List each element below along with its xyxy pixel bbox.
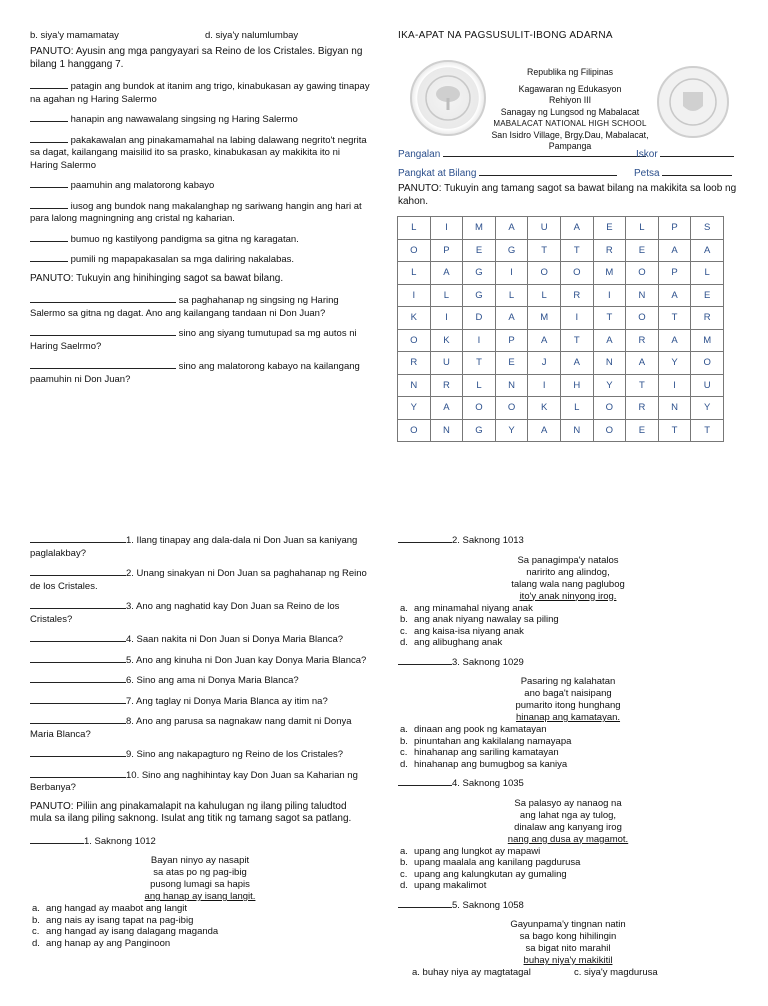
grid-cell[interactable]: T — [593, 307, 626, 330]
grid-row — [398, 329, 724, 352]
grid-cell[interactable]: T — [560, 329, 593, 352]
underlined-line: nang ang dusa ay magamot. — [507, 833, 629, 845]
answer-blank[interactable] — [398, 655, 452, 665]
score-input[interactable] — [660, 147, 734, 157]
grid-cell[interactable]: A — [560, 352, 593, 375]
question-item: 7. Ang taglay ni Donya Maria Blanca ay itim na? — [30, 694, 370, 709]
grid-cell[interactable]: T — [658, 307, 691, 330]
division-line: Sanagay ng Lungsod ng Mabalacat — [500, 106, 640, 117]
saknong-3-label: 3. Saknong 1029 — [398, 655, 738, 670]
address-line: San Isidro Village, Brgy.Dau, Mabalacat, Pampanga — [491, 129, 649, 151]
grid-cell[interactable]: M — [528, 307, 561, 330]
saknong-3-options — [398, 724, 738, 770]
answer-blank[interactable] — [30, 79, 68, 89]
grid-cell[interactable]: K — [430, 329, 463, 352]
grid-cell[interactable]: P — [495, 329, 528, 352]
answer-blank[interactable] — [30, 359, 176, 369]
grid-cell[interactable]: G — [495, 239, 528, 262]
grid-cell[interactable]: T — [691, 419, 724, 442]
saknong-1-options — [30, 903, 370, 949]
answer-blank[interactable] — [30, 533, 126, 543]
answer-blank[interactable] — [30, 133, 68, 143]
grid-cell[interactable]: O — [626, 262, 659, 285]
option[interactable]: b. upang maalala ang kanilang pagdurusa — [400, 857, 581, 868]
underlined-line: buhay niya'y makikitil — [523, 955, 613, 966]
grid-cell[interactable]: A — [658, 329, 691, 352]
grid-cell[interactable]: O — [560, 262, 593, 285]
grid-row — [398, 419, 724, 442]
grid-cell[interactable]: J — [528, 352, 561, 375]
grid-cell[interactable]: H — [560, 374, 593, 397]
grid-cell[interactable]: M — [593, 262, 626, 285]
grid-cell[interactable]: O — [626, 307, 659, 330]
underlined-line: hinanap ang kamatayan. — [515, 712, 621, 723]
option[interactable]: d. ang hanap ay ang Panginoon — [32, 937, 171, 949]
grid-cell[interactable]: L — [463, 374, 496, 397]
option[interactable]: d. hinahanap ang bumugbog sa kaniya — [400, 758, 568, 770]
order-item: bumuo ng kastilyong pandigma sa gitna ng karagatan. — [30, 232, 370, 247]
grid-row — [398, 352, 724, 375]
saknong-5-verse: Gayunpama'y tingnan natin sa bago kong hihilingin sa bigat nito marahil buhay niya'y makikitil — [510, 919, 626, 966]
grid-row — [398, 374, 724, 397]
section-label: Pangkat at Bilang — [398, 168, 477, 179]
grid-cell[interactable]: N — [593, 352, 626, 375]
grid-cell[interactable]: L — [398, 262, 431, 285]
answer-blank[interactable] — [398, 776, 452, 786]
saknong-1-verse: Bayan ninyo ay nasapit sa atas po ng pag-ibig pusong lumagi sa hapis ang hanap ay isang langit. — [144, 855, 256, 902]
grid-cell[interactable]: N — [495, 374, 528, 397]
score-label: Iskor — [636, 149, 658, 160]
answer-blank[interactable] — [30, 599, 126, 609]
question-item: 2. Unang sinakyan ni Don Juan sa paghahanap ng Reino de los Cristales. — [30, 568, 367, 592]
option-a[interactable]: a. buhay niya ay magtatagal — [412, 967, 531, 978]
grid-cell[interactable]: I — [398, 284, 431, 307]
date-input[interactable] — [662, 166, 732, 176]
tree-icon — [412, 62, 484, 134]
shield-icon — [659, 68, 727, 136]
grid-row — [398, 239, 724, 262]
grid-cell[interactable]: G — [463, 419, 496, 442]
grid-cell[interactable]: E — [463, 239, 496, 262]
grid-cell[interactable]: N — [398, 374, 431, 397]
question-item: 1. Ilang tinapay ang dala-dala ni Don Juan sa kaniyang paglalakbay? — [30, 535, 358, 559]
question-item: 6. Sino ang ama ni Donya Maria Blanca? — [30, 673, 370, 688]
grid-cell[interactable]: R — [560, 284, 593, 307]
underlined-line: ito'y anak ninyong irog. — [519, 590, 617, 602]
grid-cell[interactable]: O — [528, 262, 561, 285]
option[interactable]: d. ang alibughang anak — [400, 637, 503, 648]
grid-cell[interactable]: O — [495, 397, 528, 420]
school-header — [480, 67, 660, 153]
option[interactable]: a. ang minamahal niyang anak — [400, 602, 533, 614]
answer-blank[interactable] — [30, 653, 126, 663]
grid-cell[interactable]: L — [398, 217, 431, 240]
grid-cell[interactable]: P — [658, 217, 691, 240]
option[interactable]: b. ang anak niyang nawalay sa piling — [400, 614, 559, 625]
grid-cell[interactable]: I — [495, 262, 528, 285]
question-item: 4. Saan nakita ni Don Juan si Donya Maria Blanca? — [30, 632, 370, 647]
grid-cell[interactable]: I — [430, 217, 463, 240]
questions-list — [30, 533, 370, 949]
republic-line: Republika ng Filipinas — [526, 67, 614, 77]
score-field-row — [636, 147, 734, 160]
answer-blank[interactable] — [30, 232, 68, 242]
option[interactable]: a. dinaan ang pook ng kamatayan — [400, 724, 547, 735]
option[interactable]: b. ang nais ay isang tapat na pag-ibig — [32, 914, 194, 926]
answer-blank[interactable] — [30, 834, 84, 844]
option[interactable]: a. ang hangad ay maabot ang langit — [32, 903, 188, 914]
grid-cell[interactable]: M — [463, 217, 496, 240]
identify-item: sino ang malatorong kabayo na kailangang paamuhin ni Don Juan? — [30, 361, 360, 385]
section2-instruction: PANUTO: Tukuyin ang hinihinging sagot sa bawat bilang. — [30, 272, 284, 284]
identify-item: sino ang siyang tumutupad sa mg autos ni Haring Saelrmo? — [30, 328, 357, 352]
answer-blank[interactable] — [398, 533, 452, 543]
grid-cell[interactable]: R — [430, 374, 463, 397]
option[interactable]: b. pinuntahan ang kakilalang namayapa — [400, 735, 572, 747]
section-field-row — [398, 166, 617, 179]
saknong-2-verse: Sa panagimpa'y natalos naririto ang alindog, talang wala nang paglubog ito'y anak ninyong irog. — [511, 554, 625, 602]
question-item: 10. Sino ang naghihintay kay Don Juan sa Kaharian ng Berbanya? — [30, 769, 358, 793]
grid-cell[interactable]: I — [430, 307, 463, 330]
option-d: d. siya'y nalumlumbay — [205, 30, 299, 41]
option-d-wrap — [205, 30, 298, 41]
order-item: pumili ng mapapakasalan sa mga daliring nakalabas. — [30, 252, 370, 267]
answer-blank[interactable] — [30, 566, 126, 576]
saknong-4-options — [398, 846, 738, 892]
grid-cell[interactable]: N — [626, 284, 659, 307]
word-search-grid — [397, 216, 724, 442]
dept-line: Kagawaran ng Edukasyon — [518, 83, 622, 94]
date-label: Petsa — [634, 168, 660, 179]
grid-cell[interactable]: O — [593, 419, 626, 442]
answer-blank[interactable] — [30, 293, 176, 303]
grid-cell[interactable]: L — [528, 284, 561, 307]
question-item: 9. Sino ang nakapagturo ng Reino de los Cristales? — [30, 747, 370, 762]
grid-cell[interactable]: E — [626, 239, 659, 262]
grid-cell[interactable]: K — [528, 397, 561, 420]
answer-blank[interactable] — [30, 326, 176, 336]
grid-cell[interactable]: U — [691, 374, 724, 397]
grid-cell[interactable]: O — [398, 419, 431, 442]
question-item: 8. Ano ang parusa sa nagnakaw nang damit ni Donya Maria Blanca? — [30, 716, 352, 740]
identify-item: sa paghahanap ng singsing ng Haring Salermo sa gitna ng dagat. Ano ang kailangang tandaan ni Don Juan? — [30, 295, 339, 319]
grid-cell[interactable]: A — [560, 217, 593, 240]
order-item: iusog ang bundok nang makalanghap ng sariwang hangin ang hari at para lalong magningning ang cristal ng kaharian. — [30, 200, 362, 224]
saknong-2-label: 2. Saknong 1013 — [398, 533, 738, 548]
grid-cell[interactable]: I — [560, 307, 593, 330]
underlined-line: ang hanap ay isang langit. — [144, 891, 256, 902]
grid-cell[interactable]: S — [691, 217, 724, 240]
grid-cell[interactable]: N — [658, 397, 691, 420]
saknong-2-options — [398, 603, 738, 649]
answer-blank[interactable] — [30, 199, 68, 209]
name-input[interactable] — [443, 147, 646, 157]
grid-cell[interactable]: A — [495, 307, 528, 330]
grid-cell[interactable]: T — [658, 419, 691, 442]
order-item: patagin ang bundok at itanim ang trigo, kinabukasan ay gawing tinapay na agahan ng Haring Salermo — [30, 81, 370, 105]
grid-cell[interactable]: R — [593, 239, 626, 262]
grid-cell[interactable]: Y — [691, 397, 724, 420]
answer-blank[interactable] — [398, 898, 452, 908]
grid-cell[interactable]: N — [430, 419, 463, 442]
grid-cell[interactable]: A — [495, 217, 528, 240]
option[interactable]: a. upang ang lungkot ay mapawi — [400, 845, 541, 857]
grid-cell[interactable]: R — [626, 397, 659, 420]
grid-cell[interactable]: T — [463, 352, 496, 375]
option[interactable]: c. ang kaisa-isa niyang anak — [400, 625, 524, 637]
option-c[interactable]: c. siya'y magdurusa — [574, 967, 658, 978]
grid-cell[interactable]: O — [398, 239, 431, 262]
order-item: hanapin ang nawawalang singsing ng Haring Salermo — [30, 112, 370, 127]
grid-cell[interactable]: Y — [658, 352, 691, 375]
section4-instruction: PANUTO: Piliin ang pinakamalapit na kahulugan ng ilang piling taludtod mula sa ilang piling saknong. Isulat ang titik ng tamang sagot sa patlang. — [30, 800, 352, 824]
grid-row — [398, 217, 724, 240]
grid-cell[interactable]: O — [691, 352, 724, 375]
question-item: 5. Ano ang kinuha ni Don Juan kay Donya Maria Blanca? — [30, 653, 370, 668]
order-item: paamuhin ang malatorong kabayo — [30, 178, 370, 193]
answer-blank[interactable] — [30, 252, 68, 262]
grid-cell[interactable]: A — [658, 284, 691, 307]
section1-instruction: PANUTO: Ayusin ang mga pangyayari sa Reino de los Cristales. Bigyan ng bilang 1 hanggang 7. — [30, 46, 363, 70]
grid-cell[interactable]: P — [658, 262, 691, 285]
grid-cell[interactable]: N — [560, 419, 593, 442]
option[interactable]: d. upang makalimot — [400, 880, 487, 891]
grid-cell[interactable]: Y — [593, 374, 626, 397]
grid-cell[interactable]: T — [528, 239, 561, 262]
grid-cell[interactable]: Y — [495, 419, 528, 442]
saknong-3-verse: Pasaring ng kalahatan ano baga't naisipang pumarito itong hunghang hinanap ang kamatayan. — [515, 676, 621, 723]
option[interactable]: c. hinahanap ang sariling kamatayan — [400, 747, 559, 758]
grid-cell[interactable]: T — [560, 239, 593, 262]
grid-cell[interactable]: A — [430, 262, 463, 285]
saknong-5-options — [398, 967, 738, 979]
school-name: MABALACAT NATIONAL HIGH SCHOOL — [493, 119, 647, 128]
answer-blank[interactable] — [30, 673, 126, 683]
deped-seal-icon — [657, 66, 729, 138]
grid-cell[interactable]: T — [626, 374, 659, 397]
school-seal-icon — [410, 60, 486, 136]
top-options-row — [30, 30, 119, 41]
grid-cell[interactable]: Y — [398, 397, 431, 420]
answer-blank[interactable] — [30, 178, 68, 188]
grid-cell[interactable]: E — [593, 217, 626, 240]
grid-cell[interactable]: A — [528, 329, 561, 352]
answer-blank[interactable] — [30, 694, 126, 704]
order-item: pakakawalan ang pinakamamahal na labing dalawang negrito't negrita sa dagat, kailangang maisilid ito sa prasko, kinabukasan ay makikita ito ni Haring Salermo — [30, 134, 367, 171]
grid-cell[interactable]: A — [658, 239, 691, 262]
section1 — [30, 46, 370, 392]
grid-cell[interactable]: O — [593, 397, 626, 420]
region-line: Rehiyon III — [548, 95, 592, 105]
grid-cell[interactable]: R — [626, 329, 659, 352]
answer-blank[interactable] — [30, 632, 126, 642]
question-item: 3. Ano ang naghatid kay Don Juan sa Reino de los Cristales? — [30, 601, 340, 625]
exam-title: IKA-APAT NA PAGSUSULIT-IBONG ADARNA — [398, 30, 613, 41]
grid-cell[interactable]: R — [691, 307, 724, 330]
grid-cell[interactable]: A — [430, 397, 463, 420]
saknong-questions-right — [398, 533, 738, 979]
grid-cell[interactable]: A — [593, 329, 626, 352]
grid-cell[interactable]: L — [560, 397, 593, 420]
grid-cell[interactable]: E — [626, 419, 659, 442]
grid-cell[interactable]: O — [463, 397, 496, 420]
grid-cell[interactable]: I — [593, 284, 626, 307]
answer-blank[interactable] — [30, 768, 126, 778]
section-input[interactable] — [479, 166, 617, 176]
grid-cell[interactable]: I — [463, 329, 496, 352]
grid-cell[interactable]: I — [658, 374, 691, 397]
grid-cell[interactable]: U — [528, 217, 561, 240]
name-label: Pangalan — [398, 149, 441, 160]
name-field-row — [398, 147, 646, 160]
grid-cell[interactable]: D — [463, 307, 496, 330]
grid-cell[interactable]: L — [626, 217, 659, 240]
grid-cell[interactable]: A — [626, 352, 659, 375]
saknong-1-label: 1. Saknong 1012 — [30, 834, 370, 849]
grid-cell[interactable]: E — [691, 284, 724, 307]
grid-cell[interactable]: R — [398, 352, 431, 375]
grid-cell[interactable]: O — [398, 329, 431, 352]
saknong-4-label: 4. Saknong 1035 — [398, 776, 738, 791]
grid-cell[interactable]: E — [495, 352, 528, 375]
grid-cell[interactable]: L — [495, 284, 528, 307]
grid-cell[interactable]: L — [430, 284, 463, 307]
saknong-5-label: 5. Saknong 1058 — [398, 898, 738, 913]
grid-row — [398, 397, 724, 420]
grid-row — [398, 284, 724, 307]
option[interactable]: c. upang ang kalungkutan ay gumaling — [400, 868, 567, 880]
grid-cell[interactable]: A — [528, 419, 561, 442]
grid-cell[interactable]: G — [463, 284, 496, 307]
grid-cell[interactable]: A — [691, 239, 724, 262]
option-b: b. siya'y mamamatay — [30, 30, 119, 41]
grid-cell[interactable]: L — [691, 262, 724, 285]
wordsearch-instruction: PANUTO: Tukuyin ang tamang sagot sa bawat bilang na makikita sa loob ng kahon. — [398, 183, 737, 207]
date-field-row — [634, 166, 732, 179]
grid-cell[interactable]: P — [430, 239, 463, 262]
answer-blank[interactable] — [30, 714, 126, 724]
grid-cell[interactable]: U — [430, 352, 463, 375]
grid-cell[interactable]: K — [398, 307, 431, 330]
grid-cell[interactable]: I — [528, 374, 561, 397]
answer-blank[interactable] — [30, 112, 68, 122]
grid-cell[interactable]: M — [691, 329, 724, 352]
answer-blank[interactable] — [30, 747, 126, 757]
grid-cell[interactable]: G — [463, 262, 496, 285]
saknong-4-verse: Sa palasyo ay nanaog na ang lahat nga ay tulog, dinalaw ang kanyang irog nang ang dusa ay magamot. — [507, 797, 629, 845]
grid-row — [398, 307, 724, 330]
grid-row — [398, 262, 724, 285]
option[interactable]: c. ang hangad ay isang dalagang maganda — [32, 926, 219, 937]
